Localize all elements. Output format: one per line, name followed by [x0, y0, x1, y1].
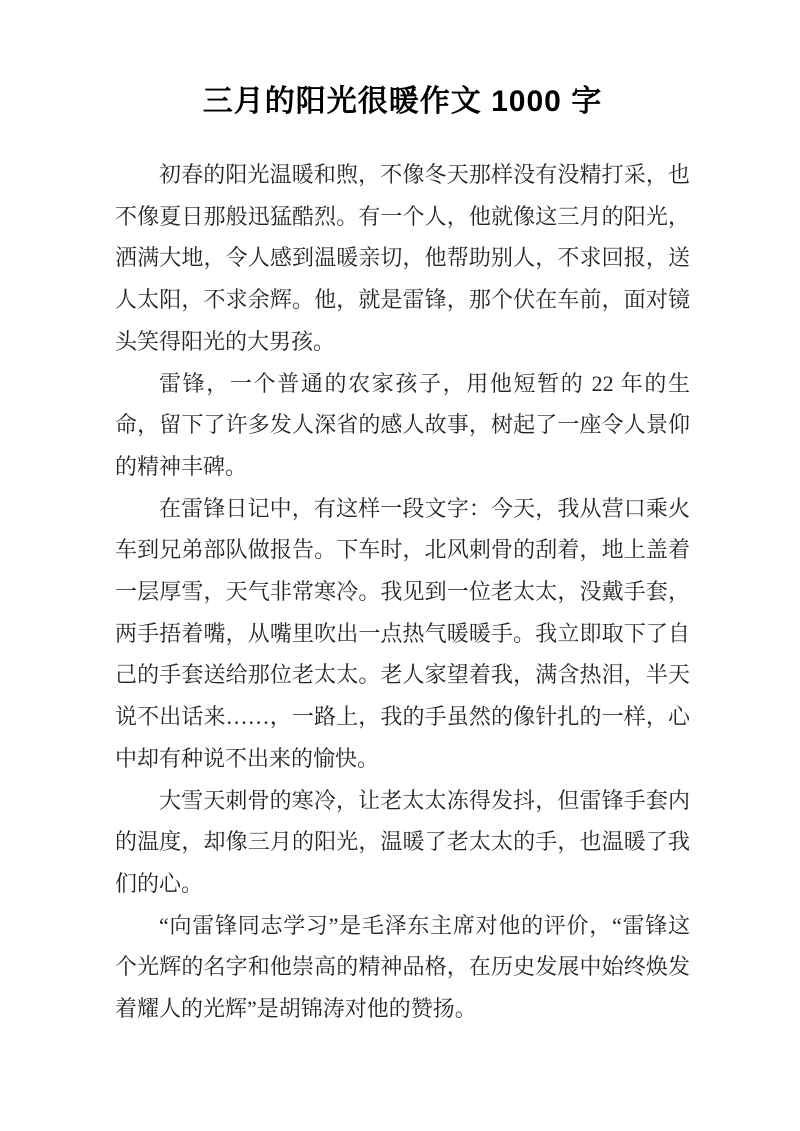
essay-paragraph: 初春的阳光温暖和煦，不像冬天那样没有没精打采，也不像夏日那般迅猛酷烈。有一个人，他就像这三月的阳光，洒满大地，令人感到温暖亲切，他帮助别人，不求回报，送人太阳，不求余辉。他，就是雷锋，那个伏在车前，面对镜头笑得阳光的大男孩。 — [115, 162, 690, 354]
essay-body — [115, 154, 690, 1030]
essay-paragraph: 大雪天刺骨的寒冷，让老太太冻得发抖，但雷锋手套内的温度，却像三月的阳光，温暖了老太太的手，也温暖了我们的心。 — [115, 787, 690, 896]
essay-paragraph: 在雷锋日记中，有这样一段文字：今天，我从营口乘火车到兄弟部队做报告。下车时，北风刺骨的刮着，地上盖着一层厚雪，天气非常寒冷。我见到一位老太太，没戴手套，两手捂着嘴，从嘴里吹出一点热气暖暖手。我立即取下了自己的手套送给那位老太太。老人家望着我，满含热泪，半天说不出话来……，一路上，我的手虽然的像针扎的一样，心中却有种说不出来的愉快。 — [115, 495, 690, 771]
essay-paragraph: 雷锋，一个普通的农家孩子，用他短暂的 22 年的生命，留下了许多发人深省的感人故事，树起了一座令人景仰的精神丰碑。 — [115, 370, 690, 479]
essay-paragraph: “向雷锋同志学习”是毛泽东主席对他的评价，“雷锋这个光辉的名字和他崇高的精神品格，在历史发展中始终焕发着耀人的光辉”是胡锦涛对他的赞扬。 — [115, 912, 690, 1022]
essay-title: 三月的阳光很暖作文 1000 字 — [202, 85, 603, 118]
